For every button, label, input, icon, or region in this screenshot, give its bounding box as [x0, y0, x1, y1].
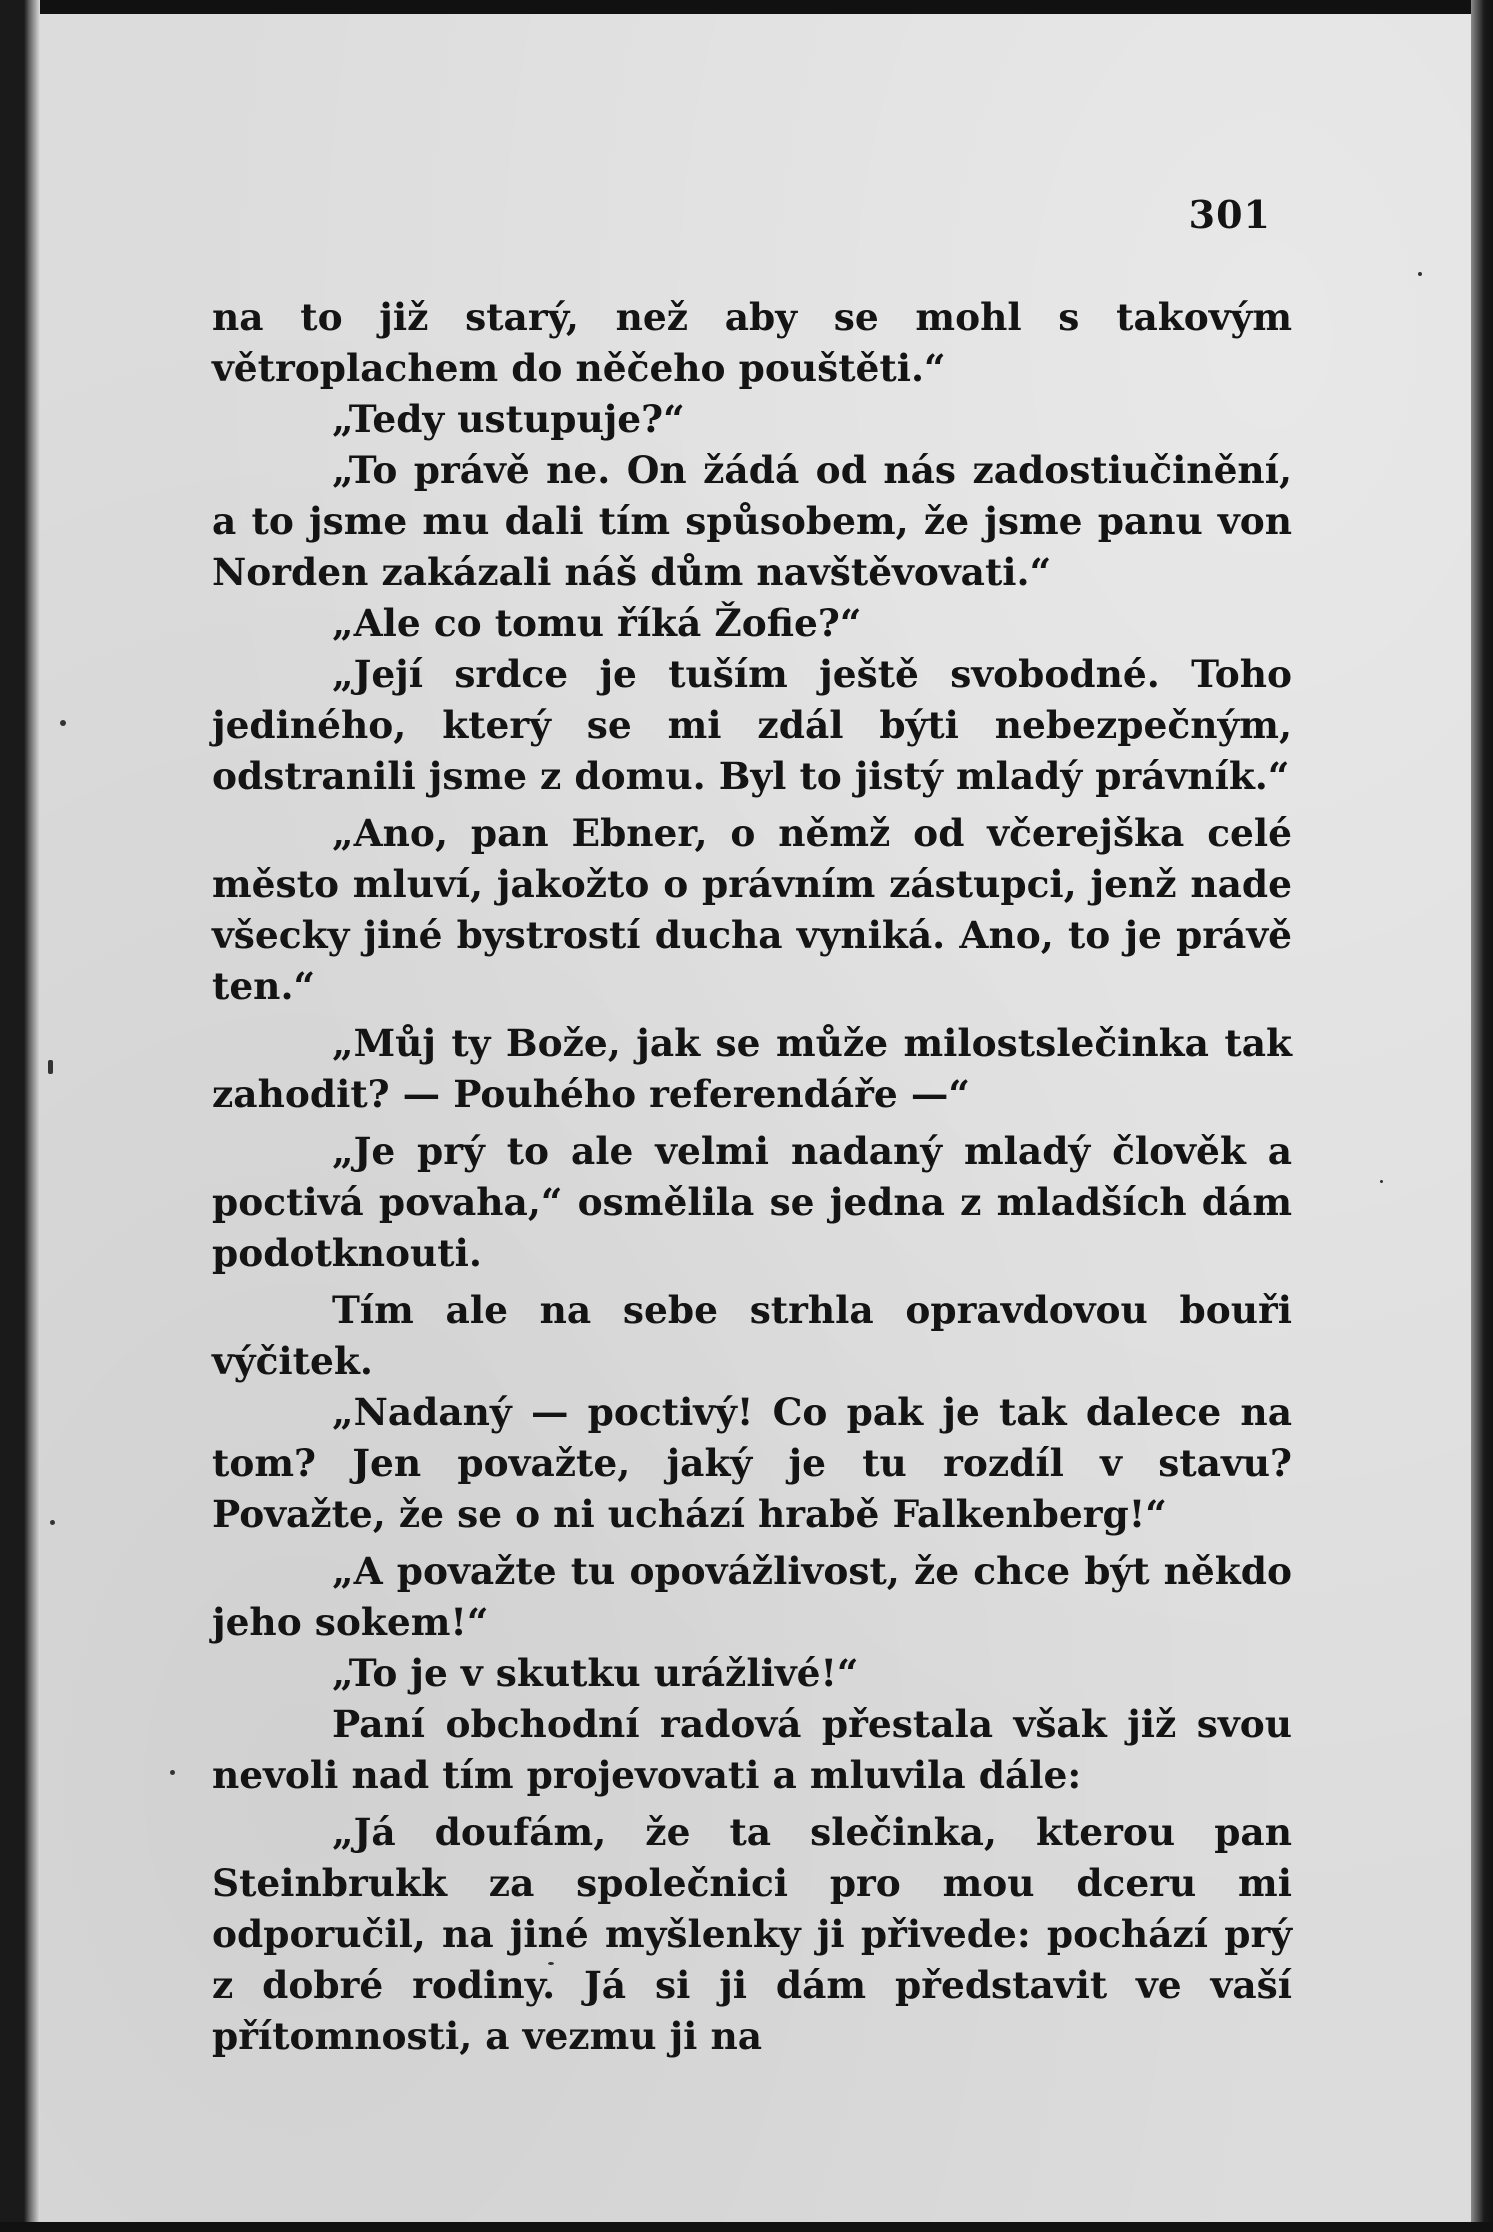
- paragraph: „To právě ne. On žádá od nás zadostiučinění, a to jsme mu dali tím spůsobem, že jsme panu von Norden zakázali náš dům navštěvovati.“: [212, 448, 1292, 594]
- page-number: 301: [1188, 192, 1271, 237]
- paper-speck: [170, 1770, 175, 1775]
- paragraph: „Je prý to ale velmi nadaný mladý člověk a poctivá povaha,“ osmělila se jedna z mladších dám podotknouti.: [212, 1129, 1292, 1275]
- paper-speck: [60, 720, 66, 726]
- scan-top-edge: [0, 0, 1493, 14]
- paragraph: „Ale co tomu říká Žofie?“: [332, 601, 862, 645]
- scan-right-edge: [1471, 0, 1493, 2232]
- body-text: [212, 292, 1292, 2062]
- paragraph: „To je v skutku urážlivé!“: [332, 1651, 859, 1695]
- paragraph: „Ano, pan Ebner, o němž od včerejška celé město mluví, jakožto o právním zástupci, jenž nade všecky jiné bystrostí ducha vyniká. Ano, to je právě ten.“: [212, 811, 1292, 1008]
- paragraph: Paní obchodní radová přestala však již svou nevoli nad tím projevovati a mluvila dále:: [212, 1702, 1292, 1797]
- paper-speck: [50, 1520, 55, 1525]
- book-binding-edge: [0, 0, 40, 2232]
- paragraph: na to již starý, než aby se mohl s takovým větroplachem do něčeho pouštěti.“: [212, 295, 1292, 390]
- paper-speck: [48, 1060, 53, 1074]
- paragraph: „Nadaný — poctivý! Co pak je tak dalece na tom? Jen považte, jaký je tu rozdíl v stavu? Považte, že se o ni uchází hrabě Falkenberg!“: [212, 1390, 1292, 1536]
- paragraph: „Já doufám, že ta slečinka, kterou pan Steinbrukk za společnici pro mou dceru mi odporučil, na jiné myšlenky ji přivede: pochází prý z dobré rodiny. Já si ji dám představit ve vaší přítomnosti, a vezmu ji na: [212, 1810, 1292, 2058]
- paper-speck: [1380, 1180, 1383, 1183]
- paragraph: Tím ale na sebe strhla opravdovou bouři výčitek.: [212, 1288, 1292, 1383]
- scan-bottom-edge: [0, 2222, 1493, 2232]
- paragraph: „Tedy ustupuje?“: [332, 397, 685, 441]
- paragraph: „A považte tu opovážlivost, že chce být někdo jeho sokem!“: [212, 1549, 1292, 1644]
- paper-speck: [1418, 272, 1422, 276]
- paragraph: „Můj ty Bože, jak se může milostslečinka tak zahodit? — Pouhého referendáře —“: [212, 1021, 1292, 1116]
- paragraph: „Její srdce je tuším ještě svobodné. Toho jediného, který se mi zdál býti nebezpečným, odstranili jsme z domu. Byl to jistý mladý právník.“: [212, 652, 1292, 798]
